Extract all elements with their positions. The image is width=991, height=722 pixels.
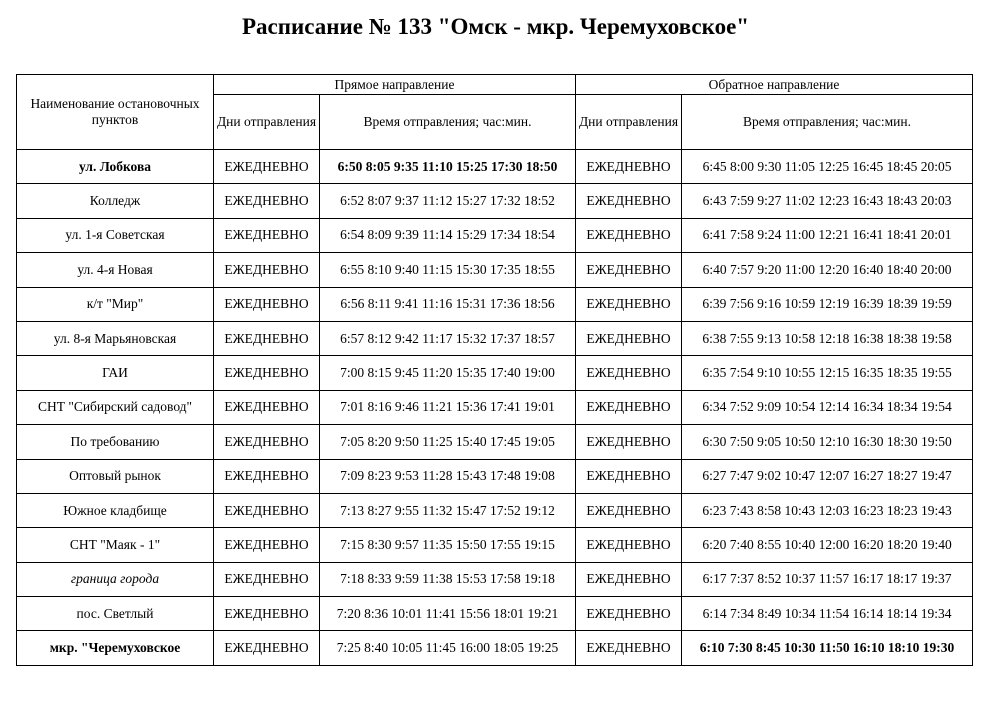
backward-days: ЕЖЕДНЕВНО bbox=[576, 459, 682, 493]
stop-name: ГАИ bbox=[17, 356, 214, 390]
forward-days: ЕЖЕДНЕВНО bbox=[214, 597, 320, 631]
forward-days: ЕЖЕДНЕВНО bbox=[214, 459, 320, 493]
forward-days-header: Дни отправления bbox=[214, 95, 320, 150]
forward-times: 6:55 8:10 9:40 11:15 15:30 17:35 18:55 bbox=[320, 253, 576, 287]
backward-days: ЕЖЕДНЕВНО bbox=[576, 253, 682, 287]
backward-times: 6:20 7:40 8:55 10:40 12:00 16:20 18:20 19:40 bbox=[682, 528, 973, 562]
backward-days: ЕЖЕДНЕВНО bbox=[576, 184, 682, 218]
backward-days: ЕЖЕДНЕВНО bbox=[576, 493, 682, 527]
stop-name: Колледж bbox=[17, 184, 214, 218]
table-row bbox=[17, 528, 973, 562]
backward-times: 6:17 7:37 8:52 10:37 11:57 16:17 18:17 19:37 bbox=[682, 562, 973, 596]
backward-days: ЕЖЕДНЕВНО bbox=[576, 287, 682, 321]
table-row bbox=[17, 321, 973, 355]
forward-days: ЕЖЕДНЕВНО bbox=[214, 425, 320, 459]
backward-days-header: Дни отправления bbox=[576, 95, 682, 150]
stop-name: ул. Лобкова bbox=[17, 150, 214, 184]
backward-times: 6:34 7:52 9:09 10:54 12:14 16:34 18:34 19:54 bbox=[682, 390, 973, 424]
backward-days: ЕЖЕДНЕВНО bbox=[576, 631, 682, 665]
stop-name: По требованию bbox=[17, 425, 214, 459]
forward-times: 7:00 8:15 9:45 11:20 15:35 17:40 19:00 bbox=[320, 356, 576, 390]
backward-days: ЕЖЕДНЕВНО bbox=[576, 356, 682, 390]
backward-times: 6:45 8:00 9:30 11:05 12:25 16:45 18:45 20:05 bbox=[682, 150, 973, 184]
forward-days: ЕЖЕДНЕВНО bbox=[214, 356, 320, 390]
forward-direction-header: Прямое направление bbox=[214, 75, 576, 95]
backward-times: 6:14 7:34 8:49 10:34 11:54 16:14 18:14 19:34 bbox=[682, 597, 973, 631]
table-row bbox=[17, 150, 973, 184]
forward-days: ЕЖЕДНЕВНО bbox=[214, 321, 320, 355]
forward-days: ЕЖЕДНЕВНО bbox=[214, 150, 320, 184]
forward-times: 7:05 8:20 9:50 11:25 15:40 17:45 19:05 bbox=[320, 425, 576, 459]
backward-direction-header: Обратное направление bbox=[576, 75, 973, 95]
table-row bbox=[17, 356, 973, 390]
backward-times: 6:27 7:47 9:02 10:47 12:07 16:27 18:27 19:47 bbox=[682, 459, 973, 493]
backward-times: 6:10 7:30 8:45 10:30 11:50 16:10 18:10 19:30 bbox=[682, 631, 973, 665]
stop-name: мкр. "Черемуховское bbox=[17, 631, 214, 665]
forward-times: 7:25 8:40 10:05 11:45 16:00 18:05 19:25 bbox=[320, 631, 576, 665]
stop-name: ул. 8-я Марьяновская bbox=[17, 321, 214, 355]
table-row bbox=[17, 253, 973, 287]
table-row bbox=[17, 459, 973, 493]
backward-times: 6:40 7:57 9:20 11:00 12:20 16:40 18:40 20:00 bbox=[682, 253, 973, 287]
forward-times: 7:20 8:36 10:01 11:41 15:56 18:01 19:21 bbox=[320, 597, 576, 631]
backward-times: 6:43 7:59 9:27 11:02 12:23 16:43 18:43 20:03 bbox=[682, 184, 973, 218]
page-title: Расписание № 133 "Омск - мкр. Черемуховское" bbox=[241, 14, 750, 39]
forward-times: 7:13 8:27 9:55 11:32 15:47 17:52 19:12 bbox=[320, 493, 576, 527]
backward-times: 6:41 7:58 9:24 11:00 12:21 16:41 18:41 20:01 bbox=[682, 218, 973, 252]
stop-name: ул. 1-я Советская bbox=[17, 218, 214, 252]
stop-name: Оптовый рынок bbox=[17, 459, 214, 493]
forward-days: ЕЖЕДНЕВНО bbox=[214, 287, 320, 321]
stop-name-header: Наименование остановочных пунктов bbox=[17, 75, 214, 150]
stop-name: СНТ "Маяк - 1" bbox=[17, 528, 214, 562]
backward-times: 6:23 7:43 8:58 10:43 12:03 16:23 18:23 19:43 bbox=[682, 493, 973, 527]
table-row bbox=[17, 390, 973, 424]
table-row bbox=[17, 287, 973, 321]
forward-days: ЕЖЕДНЕВНО bbox=[214, 253, 320, 287]
table-row bbox=[17, 493, 973, 527]
backward-days: ЕЖЕДНЕВНО bbox=[576, 390, 682, 424]
forward-days: ЕЖЕДНЕВНО bbox=[214, 562, 320, 596]
backward-days: ЕЖЕДНЕВНО bbox=[576, 150, 682, 184]
backward-days: ЕЖЕДНЕВНО bbox=[576, 597, 682, 631]
stop-name: Южное кладбище bbox=[17, 493, 214, 527]
forward-times: 7:15 8:30 9:57 11:35 15:50 17:55 19:15 bbox=[320, 528, 576, 562]
stop-name: граница города bbox=[17, 562, 214, 596]
forward-days: ЕЖЕДНЕВНО bbox=[214, 493, 320, 527]
forward-times: 6:54 8:09 9:39 11:14 15:29 17:34 18:54 bbox=[320, 218, 576, 252]
forward-times: 6:56 8:11 9:41 11:16 15:31 17:36 18:56 bbox=[320, 287, 576, 321]
stop-name: СНТ "Сибирский садовод" bbox=[17, 390, 214, 424]
forward-days: ЕЖЕДНЕВНО bbox=[214, 218, 320, 252]
forward-times: 6:52 8:07 9:37 11:12 15:27 17:32 18:52 bbox=[320, 184, 576, 218]
table-row bbox=[17, 218, 973, 252]
forward-days: ЕЖЕДНЕВНО bbox=[214, 528, 320, 562]
table-row bbox=[17, 631, 973, 665]
forward-times: 7:18 8:33 9:59 11:38 15:53 17:58 19:18 bbox=[320, 562, 576, 596]
backward-days: ЕЖЕДНЕВНО bbox=[576, 425, 682, 459]
forward-times: 6:57 8:12 9:42 11:17 15:32 17:37 18:57 bbox=[320, 321, 576, 355]
forward-time-header: Время отправления; час:мин. bbox=[320, 95, 576, 150]
table-row bbox=[17, 425, 973, 459]
stop-name: пос. Светлый bbox=[17, 597, 214, 631]
forward-times: 7:01 8:16 9:46 11:21 15:36 17:41 19:01 bbox=[320, 390, 576, 424]
backward-times: 6:35 7:54 9:10 10:55 12:15 16:35 18:35 19:55 bbox=[682, 356, 973, 390]
backward-days: ЕЖЕДНЕВНО bbox=[576, 321, 682, 355]
table-row bbox=[17, 184, 973, 218]
forward-days: ЕЖЕДНЕВНО bbox=[214, 184, 320, 218]
backward-times: 6:39 7:56 9:16 10:59 12:19 16:39 18:39 19:59 bbox=[682, 287, 973, 321]
backward-times: 6:38 7:55 9:13 10:58 12:18 16:38 18:38 19:58 bbox=[682, 321, 973, 355]
backward-days: ЕЖЕДНЕВНО bbox=[576, 528, 682, 562]
forward-times: 6:50 8:05 9:35 11:10 15:25 17:30 18:50 bbox=[320, 150, 576, 184]
forward-times: 7:09 8:23 9:53 11:28 15:43 17:48 19:08 bbox=[320, 459, 576, 493]
table-row bbox=[17, 562, 973, 596]
stop-name: к/т "Мир" bbox=[17, 287, 214, 321]
backward-times: 6:30 7:50 9:05 10:50 12:10 16:30 18:30 19:50 bbox=[682, 425, 973, 459]
schedule-table bbox=[16, 74, 973, 666]
stop-name: ул. 4-я Новая bbox=[17, 253, 214, 287]
table-row bbox=[17, 597, 973, 631]
backward-time-header: Время отправления; час:мин. bbox=[682, 95, 973, 150]
forward-days: ЕЖЕДНЕВНО bbox=[214, 390, 320, 424]
forward-days: ЕЖЕДНЕВНО bbox=[214, 631, 320, 665]
backward-days: ЕЖЕДНЕВНО bbox=[576, 562, 682, 596]
backward-days: ЕЖЕДНЕВНО bbox=[576, 218, 682, 252]
